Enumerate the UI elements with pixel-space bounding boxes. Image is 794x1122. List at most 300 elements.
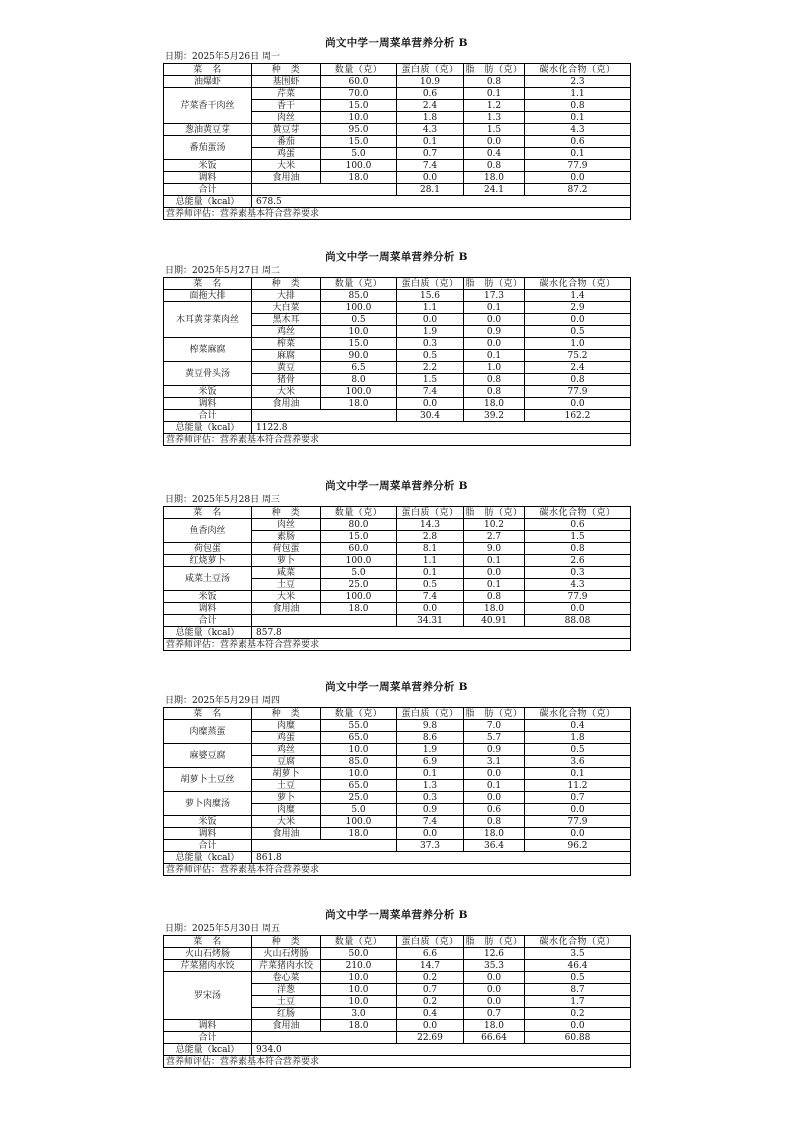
carb-cell: 0.0 [525,828,631,840]
header-row [164,708,631,720]
carb-cell: 8.7 [525,984,631,996]
evaluation-row [164,1056,631,1068]
dish-name: 面拖大排 [164,290,252,302]
quantity-cell: 25.0 [321,579,397,591]
column-header: 菜 名 [164,278,252,290]
carb-cell: 0.8 [525,100,631,112]
quantity-cell: 100.0 [321,816,397,828]
protein-cell: 6.9 [397,756,464,768]
protein-cell: 4.3 [397,124,464,136]
fat-cell: 0.9 [464,326,525,338]
energy-value: 857.8 [252,627,631,639]
column-header: 菜 名 [164,936,252,948]
dish-name: 调料 [164,603,252,615]
protein-cell: 1.1 [397,302,464,314]
quantity-cell: 18.0 [321,1020,397,1032]
quantity-cell: 70.0 [321,88,397,100]
nutrition-table [163,707,631,876]
table-row [164,124,631,136]
quantity-cell: 100.0 [321,302,397,314]
dish-name: 油爆虾 [164,76,252,88]
quantity-cell: 0.5 [321,314,397,326]
table-row [164,386,631,398]
table-row [164,555,631,567]
carb-cell: 77.9 [525,816,631,828]
ingredient-kind: 萝卜 [252,555,321,567]
ingredient-kind: 黄豆 [252,362,321,374]
ingredient-kind: 食用油 [252,1020,321,1032]
protein-cell: 0.1 [397,567,464,579]
carb-cell: 0.7 [525,792,631,804]
fat-cell: 5.7 [464,732,525,744]
dish-name: 米饭 [164,160,252,172]
fat-cell: 1.3 [464,112,525,124]
energy-label: 总能量（kcal） [164,1044,252,1056]
protein-cell: 14.3 [397,519,464,531]
ingredient-kind: 土豆 [252,996,321,1008]
table-row [164,398,631,410]
ingredient-kind: 大白菜 [252,302,321,314]
quantity-cell: 8.0 [321,374,397,386]
evaluation-row [164,208,631,220]
protein-cell: 7.4 [397,160,464,172]
fat-cell: 0.1 [464,302,525,314]
evaluation-text: 营养师评估：营养素基本符合营养要求 [164,434,631,446]
ingredient-kind: 荷包蛋 [252,543,321,555]
carb-cell: 2.9 [525,302,631,314]
carb-cell: 77.9 [525,160,631,172]
dish-name: 芹菜猪肉水饺 [164,960,252,972]
fat-cell: 1.0 [464,362,525,374]
quantity-cell: 10.0 [321,768,397,780]
table-row [164,948,631,960]
fat-cell: 18.0 [464,1020,525,1032]
ingredient-kind: 食用油 [252,603,321,615]
column-header: 碳水化合物（克） [525,64,631,76]
ingredient-kind: 红肠 [252,1008,321,1020]
table-row [164,792,631,804]
ingredient-kind: 洋葱 [252,984,321,996]
fat-cell: 0.0 [464,984,525,996]
nutrition-table [163,63,631,220]
dish-name: 鱼香肉丝 [164,519,252,543]
protein-cell: 0.0 [397,172,464,184]
quantity-cell: 10.0 [321,984,397,996]
quantity-cell: 5.0 [321,567,397,579]
quantity-cell: 60.0 [321,76,397,88]
fat-cell: 0.0 [464,567,525,579]
quantity-cell: 100.0 [321,160,397,172]
column-header: 脂 肪（克） [465,936,523,947]
quantity-cell: 10.0 [321,326,397,338]
column-header: 碳水化合物（克） [525,708,631,720]
carb-cell: 0.3 [525,567,631,579]
energy-row [164,627,631,639]
column-header: 蛋白质（克） [397,64,464,76]
protein-cell: 7.4 [397,816,464,828]
protein-cell: 0.3 [397,792,464,804]
table-row [164,290,631,302]
quantity-cell: 18.0 [321,398,397,410]
dish-name: 调料 [164,1020,252,1032]
column-header: 碳水化合物（克） [525,278,631,290]
column-header: 脂 肪（克） [465,64,523,75]
fat-cell: 0.8 [464,374,525,386]
energy-row [164,196,631,208]
carb-cell: 0.4 [525,720,631,732]
total-protein: 22.69 [397,1032,464,1044]
energy-value: 678.5 [252,196,631,208]
header-row [164,507,631,519]
quantity-cell: 18.0 [321,172,397,184]
ingredient-kind: 榨菜 [252,338,321,350]
total-row [164,840,631,852]
protein-cell: 0.2 [397,972,464,984]
quantity-cell: 65.0 [321,732,397,744]
quantity-cell: 80.0 [321,519,397,531]
table-row [164,960,631,972]
day-section [163,36,630,220]
quantity-cell: 5.0 [321,148,397,160]
total-carb: 96.2 [525,840,631,852]
menu-title: 尚文中学一周菜单营养分析 B [325,909,468,921]
total-protein: 28.1 [397,184,464,196]
dish-name: 调料 [164,172,252,184]
ingredient-kind: 肉糜 [252,804,321,816]
ingredient-kind: 番茄 [252,136,321,148]
quantity-cell: 15.0 [321,531,397,543]
total-label: 合计 [164,615,252,627]
carb-cell: 0.5 [525,744,631,756]
quantity-cell: 10.0 [321,972,397,984]
table-row [164,172,631,184]
column-header: 碳水化合物（克） [525,936,631,948]
carb-cell: 0.0 [525,603,631,615]
quantity-cell: 85.0 [321,290,397,302]
ingredient-kind: 食用油 [252,398,321,410]
carb-cell: 4.3 [525,579,631,591]
carb-cell: 4.3 [525,124,631,136]
column-header: 种 类 [252,708,321,720]
quantity-cell: 10.0 [321,112,397,124]
carb-cell: 0.5 [525,972,631,984]
dish-name: 调料 [164,398,252,410]
table-row [164,1020,631,1032]
total-label: 合计 [164,410,252,422]
dish-name: 榨菜麻腐 [164,338,252,362]
total-row [164,184,631,196]
dish-name: 芹菜香干肉丝 [164,88,252,124]
protein-cell: 10.9 [397,76,464,88]
fat-cell: 18.0 [464,828,525,840]
ingredient-kind: 猪骨 [252,374,321,386]
evaluation-text: 营养师评估：营养素基本符合营养要求 [164,639,631,651]
quantity-cell: 10.0 [321,744,397,756]
column-header: 种 类 [252,278,321,290]
ingredient-kind: 萝卜 [252,792,321,804]
carb-cell: 1.4 [525,290,631,302]
column-header: 菜 名 [164,507,252,519]
column-header: 蛋白质（克） [397,708,464,720]
carb-cell: 0.8 [525,543,631,555]
dish-name: 火山石烤肠 [164,948,252,960]
fat-cell: 0.7 [464,1008,525,1020]
table-row [164,136,631,148]
total-empty-cell [252,615,397,627]
nutrition-table [163,277,631,446]
quantity-cell: 100.0 [321,591,397,603]
total-row [164,1032,631,1044]
quantity-cell: 210.0 [321,960,397,972]
column-header: 数量（克） [321,64,397,76]
energy-label: 总能量（kcal） [164,852,252,864]
table-row [164,160,631,172]
carb-cell: 2.3 [525,76,631,88]
fat-cell: 0.9 [464,744,525,756]
column-header: 种 类 [252,507,321,519]
ingredient-kind: 黑木耳 [252,314,321,326]
column-header: 种 类 [252,936,321,948]
day-section [163,250,630,446]
total-label: 合计 [164,184,252,196]
protein-cell: 0.3 [397,338,464,350]
carb-cell: 2.4 [525,362,631,374]
energy-value: 1122.8 [252,422,631,434]
carb-cell: 1.7 [525,996,631,1008]
column-header: 数量（克） [321,708,397,720]
ingredient-kind: 鸡丝 [252,744,321,756]
carb-cell: 0.0 [525,804,631,816]
protein-cell: 0.1 [397,768,464,780]
quantity-cell: 6.5 [321,362,397,374]
ingredient-kind: 肉糜 [252,720,321,732]
protein-cell: 6.6 [397,948,464,960]
quantity-cell: 5.0 [321,804,397,816]
protein-cell: 7.4 [397,386,464,398]
dish-name: 红烧萝卜 [164,555,252,567]
carb-cell: 3.6 [525,756,631,768]
carb-cell: 77.9 [525,591,631,603]
ingredient-kind: 鸡丝 [252,326,321,338]
day-section [163,908,630,1068]
ingredient-kind: 食用油 [252,172,321,184]
date-label: 日期：2025年5月29日 周四 [165,696,280,706]
energy-row [164,1044,631,1056]
protein-cell: 1.1 [397,555,464,567]
header-row [164,64,631,76]
column-header: 菜 名 [164,708,252,720]
table-row [164,362,631,374]
carb-cell: 0.1 [525,768,631,780]
carb-cell: 0.2 [525,1008,631,1020]
fat-cell: 18.0 [464,603,525,615]
total-label: 合计 [164,1032,252,1044]
ingredient-kind: 大米 [252,816,321,828]
ingredient-kind: 火山石烤肠 [252,948,321,960]
fat-cell: 17.3 [464,290,525,302]
ingredient-kind: 基围虾 [252,76,321,88]
quantity-cell: 60.0 [321,543,397,555]
ingredient-kind: 食用油 [252,828,321,840]
ingredient-kind: 黄豆芽 [252,124,321,136]
ingredient-kind: 大排 [252,290,321,302]
fat-cell: 0.8 [464,816,525,828]
ingredient-kind: 胡萝卜 [252,768,321,780]
dish-name: 咸菜土豆汤 [164,567,252,591]
protein-cell: 8.1 [397,543,464,555]
total-fat: 24.1 [464,184,525,196]
fat-cell: 0.0 [464,996,525,1008]
protein-cell: 2.2 [397,362,464,374]
header-row [164,278,631,290]
column-header: 脂 肪（克） [465,708,523,719]
carb-cell: 0.0 [525,398,631,410]
column-header: 种 类 [252,64,321,76]
table-row [164,519,631,531]
evaluation-text: 营养师评估：营养素基本符合营养要求 [164,1056,631,1068]
quantity-cell: 15.0 [321,136,397,148]
protein-cell: 9.8 [397,720,464,732]
carb-cell: 46.4 [525,960,631,972]
carb-cell: 0.1 [525,112,631,124]
column-header: 蛋白质（克） [397,278,464,290]
fat-cell: 0.1 [464,780,525,792]
total-fat: 36.4 [464,840,525,852]
quantity-cell: 85.0 [321,756,397,768]
energy-label: 总能量（kcal） [164,422,252,434]
carb-cell: 75.2 [525,350,631,362]
total-label: 合计 [164,840,252,852]
fat-cell: 0.1 [464,579,525,591]
table-row [164,88,631,100]
total-carb: 87.2 [525,184,631,196]
ingredient-kind: 芹菜猪肉水饺 [252,960,321,972]
table-row [164,972,631,984]
dish-name: 葱油黄豆芽 [164,124,252,136]
day-section [163,479,630,651]
column-header: 碳水化合物（克） [525,507,631,519]
total-empty-cell [252,184,397,196]
quantity-cell: 18.0 [321,603,397,615]
carb-cell: 77.9 [525,386,631,398]
protein-cell: 2.8 [397,531,464,543]
fat-cell: 0.0 [464,972,525,984]
menu-title: 尚文中学一周菜单营养分析 B [325,681,468,693]
protein-cell: 0.0 [397,314,464,326]
energy-value: 934.0 [252,1044,631,1056]
table-row [164,720,631,732]
ingredient-kind: 肉丝 [252,519,321,531]
total-carb: 88.08 [525,615,631,627]
dish-name: 黄豆骨头汤 [164,362,252,386]
fat-cell: 0.8 [464,76,525,88]
protein-cell: 1.8 [397,112,464,124]
evaluation-row [164,434,631,446]
fat-cell: 0.1 [464,350,525,362]
fat-cell: 0.0 [464,768,525,780]
fat-cell: 0.8 [464,591,525,603]
carb-cell: 1.1 [525,88,631,100]
dish-name: 米饭 [164,591,252,603]
fat-cell: 0.0 [464,314,525,326]
ingredient-kind: 土豆 [252,579,321,591]
fat-cell: 2.7 [464,531,525,543]
carb-cell: 1.0 [525,338,631,350]
protein-cell: 0.9 [397,804,464,816]
ingredient-kind: 鸡蛋 [252,148,321,160]
ingredient-kind: 麻腐 [252,350,321,362]
carb-cell: 1.5 [525,531,631,543]
total-empty-cell [252,410,397,422]
column-header: 蛋白质（克） [397,936,464,948]
evaluation-row [164,639,631,651]
carb-cell: 3.5 [525,948,631,960]
protein-cell: 0.0 [397,398,464,410]
total-empty-cell [252,1032,397,1044]
menu-title: 尚文中学一周菜单营养分析 B [325,251,468,263]
table-row [164,744,631,756]
total-row [164,410,631,422]
menu-title: 尚文中学一周菜单营养分析 B [325,37,468,49]
carb-cell: 1.8 [525,732,631,744]
column-header: 菜 名 [164,64,252,76]
fat-cell: 0.0 [464,792,525,804]
fat-cell: 0.1 [464,88,525,100]
table-row [164,76,631,88]
energy-row [164,422,631,434]
column-header: 脂 肪（克） [465,507,523,518]
fat-cell: 35.3 [464,960,525,972]
table-row [164,302,631,314]
dish-name: 米饭 [164,816,252,828]
fat-cell: 3.1 [464,756,525,768]
dish-name: 荷包蛋 [164,543,252,555]
carb-cell: 0.0 [525,314,631,326]
dish-name: 萝卜肉糜汤 [164,792,252,816]
ingredient-kind: 大米 [252,160,321,172]
carb-cell: 0.5 [525,326,631,338]
total-row [164,615,631,627]
total-protein: 30.4 [397,410,464,422]
column-header: 数量（克） [321,278,397,290]
protein-cell: 1.5 [397,374,464,386]
quantity-cell: 3.0 [321,1008,397,1020]
protein-cell: 0.4 [397,1008,464,1020]
total-empty-cell [252,840,397,852]
protein-cell: 0.5 [397,579,464,591]
protein-cell: 2.4 [397,100,464,112]
carb-cell: 0.0 [525,1020,631,1032]
quantity-cell: 25.0 [321,792,397,804]
carb-cell: 0.6 [525,136,631,148]
carb-cell: 2.6 [525,555,631,567]
dish-name: 胡萝卜土豆丝 [164,768,252,792]
quantity-cell: 90.0 [321,350,397,362]
table-row [164,828,631,840]
quantity-cell: 55.0 [321,720,397,732]
energy-value: 861.8 [252,852,631,864]
header-row [164,936,631,948]
energy-row [164,852,631,864]
protein-cell: 1.3 [397,780,464,792]
quantity-cell: 10.0 [321,996,397,1008]
quantity-cell: 15.0 [321,338,397,350]
day-section [163,680,630,876]
ingredient-kind: 土豆 [252,780,321,792]
date-label: 日期：2025年5月30日 周五 [165,924,280,934]
quantity-cell: 100.0 [321,555,397,567]
column-header: 数量（克） [321,507,397,519]
